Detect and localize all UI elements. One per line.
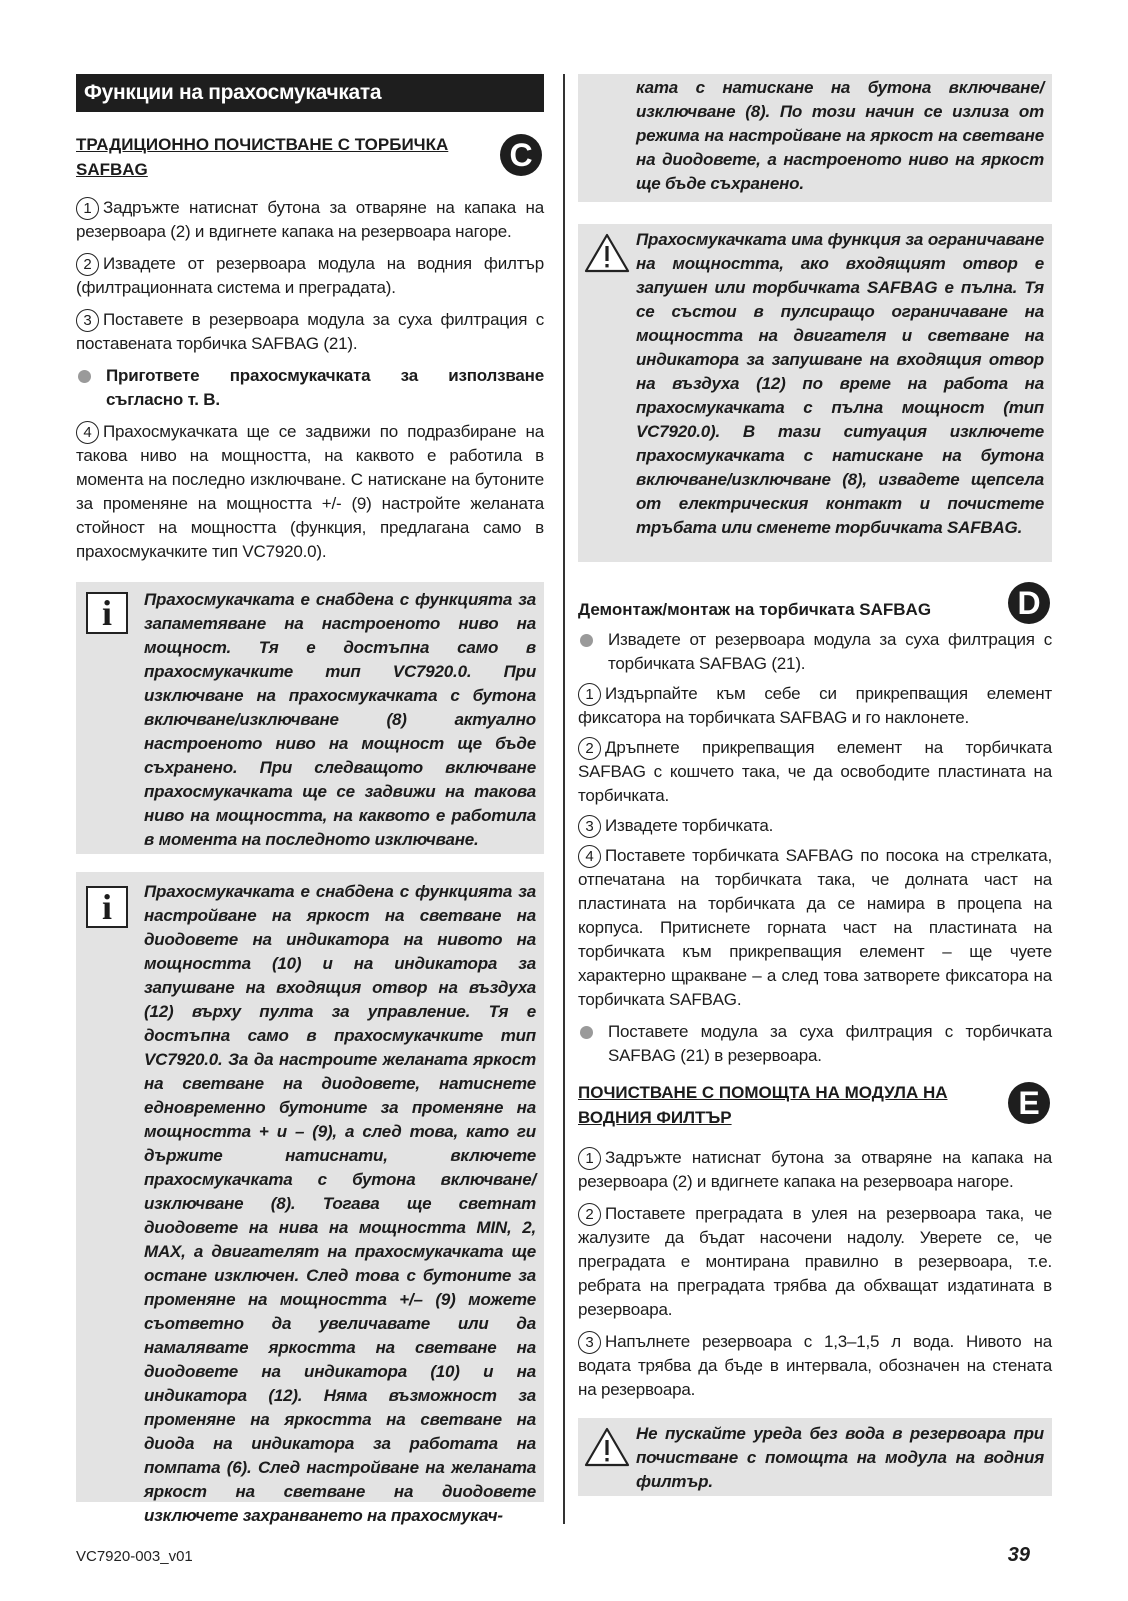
bullet-dot-icon bbox=[78, 370, 91, 383]
heading-c-line1: ТРАДИЦИОННО ПОЧИСТВАНЕ С ТОРБИЧКА bbox=[76, 135, 449, 154]
heading-c bbox=[76, 132, 544, 182]
bullet-dot-icon bbox=[580, 1026, 593, 1039]
e-step-1: 1 Задръжте натиснат бутона за отваряне на капака на резервоара (2) и вдигнете капака на резервоара нагоре. bbox=[578, 1148, 1052, 1191]
d-step-3: 3 Извадете торбичката. bbox=[578, 814, 1052, 838]
section-badge-d: D bbox=[1008, 582, 1050, 624]
d-step-1: 1 Издърпайте към себе си прикрепващия елемент фиксатора на торбичката SAFBAG и го наклонете. bbox=[578, 684, 1052, 727]
step-number-icon: 1 bbox=[76, 197, 99, 220]
heading-e-line2: ВОДНИЯ ФИЛТЪР bbox=[578, 1108, 732, 1127]
step-number-icon: 3 bbox=[578, 815, 601, 838]
step-1: 1 Задръжте натиснат бутона за отваряне на капака на резервоара (2) и вдигнете капака на резервоара нагоре. bbox=[76, 198, 544, 241]
step-number-icon: 4 bbox=[76, 421, 99, 444]
info-text-memory: Прахосмукачката е снабдена с функцията за запаметяване на настроеното ниво на мощност. Тя е достъпна само в прахосмукачките тип VC7920.0. При изключване на прахосмукачката с бутона включване/изключване (8) актуално настроеното ниво на мощност ще бъде съхранено. При следващото включване прахосмукачката ще се задвижи на такова ниво на мощността, на каквото е работила в момента на последното изключване. bbox=[144, 590, 536, 849]
d-step-4: 4 Поставете торбичката SAFBAG по посока на стрелката, отпечатана на торбичката така, че долната част на пластината на торбичката да се намира в процепа на корпуса. Притиснете горната част на пластината на торбичката към прикрепващия елемент – ще чуете характерно щракване – а след това затворете фиксатора на торбичката SAFBAG. bbox=[578, 846, 1052, 1009]
e-step-3: 3 Напълнете резервоара с 1,3–1,5 л вода. Нивото на водата трябва да бъде в интервала, обозначен на стената на резервоара. bbox=[578, 1332, 1052, 1399]
step-number-icon: 2 bbox=[76, 253, 99, 276]
step-number-icon: 2 bbox=[578, 1203, 601, 1226]
warning-text-power-limit: Прахосмукачката има функция за ограничаване на мощността, ако входящият отвор е запушен или торбичката SAFBAG е пълна. Тя се състои в пулсиращо ограничаване на мощността на двигателя и светване на индикатора за запушване на входящия отвор на въздуха (12) по време на работа на прахосмукачката с пълна мощност (тип VC7920.0). В тази ситуация изключете прахосмукачката с натискане на бутона включване/изключване (8), извадете щепсела от електрическия контакт и почистете тръбата или сменете торбичката SAFBAG. bbox=[636, 230, 1044, 537]
heading-e-block bbox=[578, 1080, 1052, 1130]
step-number-icon: 4 bbox=[578, 845, 601, 868]
continued-info-text: ката с натискане на бутона включване/изключване (8). По този начин се излиза от режима на настройване на яркост на светване на диодовете, а настроеното ниво на яркост ще бъде съхранено. bbox=[636, 78, 1044, 193]
d-bullet-2: Поставете модула за суха филтрация с торбичката SAFBAG (21) в резервоара. bbox=[578, 1020, 1052, 1068]
heading-c-block bbox=[76, 132, 544, 182]
e-step-2: 2 Поставете преградата в улея на резервоара така, че жалузите да бъдат насочени надолу. Уверете се, че преградата е монтирана правилно в резервоара, т.е. ребрата на преградата трябва да обхващат издатината в резервоара. bbox=[578, 1204, 1052, 1319]
warning-box-water bbox=[578, 1418, 1052, 1496]
step-number-icon: 1 bbox=[578, 1147, 601, 1170]
heading-e-line1: ПОЧИСТВАНЕ С ПОМОЩТА НА МОДУЛА НА bbox=[578, 1083, 948, 1102]
info-box-memory bbox=[76, 582, 544, 854]
step-number-icon: 1 bbox=[578, 683, 601, 706]
info-icon: i bbox=[86, 592, 128, 634]
d-step-2: 2 Дръпнете прикрепващия елемент на торбичката SAFBAG с кошчето така, че да освободите пластината на торбичката. bbox=[578, 738, 1052, 805]
step-3: 3 Поставете в резервоара модула за суха филтрация с поставената торбичка SAFBAG (21). bbox=[76, 310, 544, 353]
column-divider bbox=[563, 74, 565, 1524]
heading-c-line2: SAFBAG bbox=[76, 160, 148, 179]
section-title: Функции на прахосмукачката bbox=[76, 74, 544, 112]
step-number-icon: 3 bbox=[578, 1331, 601, 1354]
warning-icon bbox=[584, 232, 630, 274]
page-number: 39 bbox=[1007, 1544, 1030, 1566]
d-bullet-1: Извадете от резервоара модула за суха филтрация с торбичката SAFBAG (21). bbox=[578, 628, 1052, 676]
step-number-icon: 3 bbox=[76, 309, 99, 332]
warning-text-water: Не пускайте уреда без вода в резервоара при почистване с помощта на модула на водния филтър. bbox=[636, 1424, 1044, 1491]
info-icon: i bbox=[86, 886, 128, 928]
continued-info-box bbox=[578, 74, 1052, 202]
info-box-brightness bbox=[76, 872, 544, 1525]
warning-box-power-limit bbox=[578, 224, 1052, 562]
warning-icon bbox=[584, 1426, 630, 1468]
heading-d: Демонтаж/монтаж на торбичката SAFBAG bbox=[578, 600, 932, 619]
right-column bbox=[578, 74, 1052, 1496]
info-text-brightness: Прахосмукачката е снабдена с функцията за настройване на яркост на светване на диодовете на индикатора на нивото на мощността (10) и на индикатора за запушване на входящия отвор на въздуха (12) върху пулта за управление. Тя е достъпна само в прахосмукачките тип VC7920.0. За да настроите желаната яркост на светване на диодовете, натиснете едновременно бутоните за променяне на мощността + и – (9), а след това, като ги държите натиснати, включете прахосмукачката с бутона включване/изключване (8). Тогава ще светнат диодовете на нива на мощността MIN, 2, MAX, а двигателят на прахосмукачката ще остане изключен. След това с бутоните за променяне на мощността +/– (9) можете съответно да увеличавате или да намалявате яркостта на светване на диодовете на индикатора (10) и на индикатора (12). Няма възможност за променяне на яркостта на светване на диода на индикатора за работата на помпата (6). След настройване на желаната яркост на светване на диодовете изключете захранването на прахосмукач- bbox=[144, 882, 536, 1525]
step-4: 4 Прахосмукачката ще се задвижи по подразбиране на такова ниво на мощността, на каквото е работила в момента на последно изключване. С натискане на бутоните за променяне на мощността +/- (9) настройте желаната стойност на мощността (функция, предлагана само в прахосмукачките тип VC7920.0). bbox=[76, 422, 544, 561]
heading-d-block bbox=[578, 585, 1052, 622]
section-badge-e: E bbox=[1008, 1082, 1050, 1124]
step-number-icon: 2 bbox=[578, 737, 601, 760]
step-2: 2 Извадете от резервоара модула на водния филтър (филтрационната система и преградата). bbox=[76, 254, 544, 297]
heading-e bbox=[578, 1080, 1052, 1130]
left-column bbox=[76, 74, 544, 1525]
bullet-prepare: Пригответе прахосмукачката за използване съгласно т. В. bbox=[76, 364, 544, 412]
document-code: VC7920-003_v01 bbox=[76, 1548, 193, 1565]
bullet-dot-icon bbox=[580, 634, 593, 647]
section-badge-c: C bbox=[500, 134, 542, 176]
